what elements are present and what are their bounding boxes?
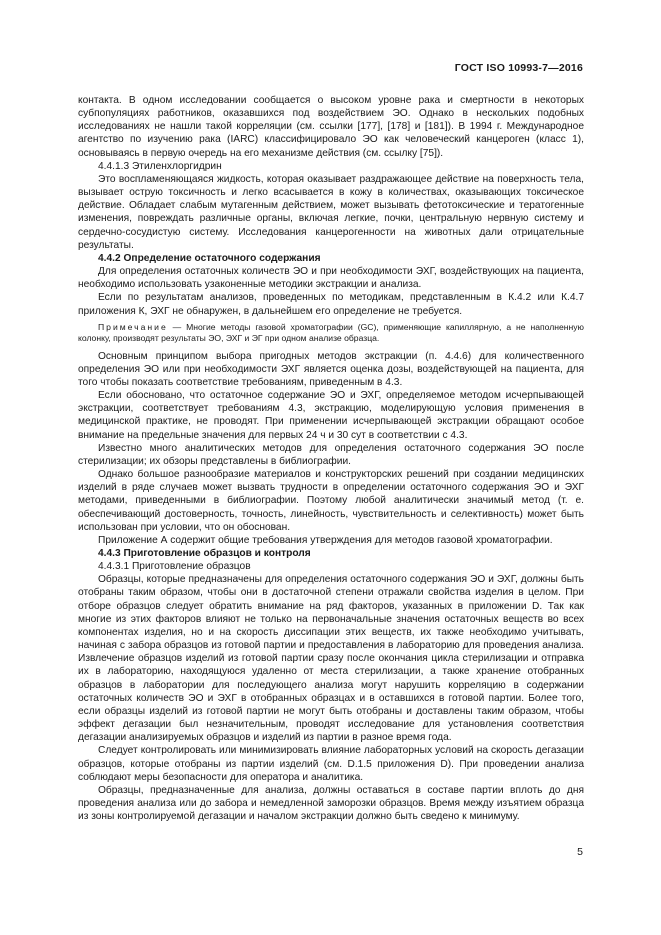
paragraph-lab-conditions: Следует контролировать или минимизировать влияние лабораторных условий на скорость дегазации образцов, которые отобраны из партии изделий (см. D.1.5 приложения D). При проведении анализа соблюдают меры безопасности для оператора и аналитика. [78,745,584,783]
paragraph-exhaustive-extraction: Если обосновано, что остаточное содержание ЭО и ЭХГ, определяемое методом исчерпывающей экстракции, соответствует требованиям 4.3, экстракцию, моделирующую условия применения в медицинской практике, не проводят. При применении исчерпывающей экстракции обращают особое внимание на предельные значения для первых 24 ч и 30 сут в соответствии с 4.3. [78,390,584,441]
paragraph-annex-k: Если по результатам анализов, проведенных по методикам, представленным в К.4.2 или К.4.7 приложения К, ЭХГ не обнаружен, в дальнейшем его определение не требуется. [78,292,584,317]
paragraph-analytical-methods: Известно много аналитических методов для определения остаточного содержания ЭО после стерилизации; их обзоры представлены в библиографии. [78,442,584,467]
paragraph-annex-a: Приложение А содержит общие требования утверждения для методов газовой хроматографии. [98,534,553,546]
paragraph-ethylene-chlorohydrin: Это воспламеняющаяся жидкость, которая оказывает раздражающее действие на поверхность тела, вызывает острую токсичность и легко всасывается в кожу в количествах, оказывающих токсическое действие. Обладает слабым мутагенным действием, может вызывать фетотоксические и тератогенные изменения, повреждать различные органы, включая легкие, почки, центральную нервную систему и сердечно-сосудистую систему. Исследования канцерогенности на животных дали отрицательные результаты. [78,173,584,251]
document-code-header: ГОСТ ISO 10993-7—2016 [454,62,583,74]
paragraph-residual-determination: Для определения остаточных количеств ЭО и при необходимости ЭХГ, воздействующих на пациента, необходимо использовать узаконенные методики экстракции и анализа. [78,266,584,291]
subsection-heading-4-4-1-3: 4.4.1.3 Этиленхлоргидрин [98,160,222,172]
note-label: Примечание [98,321,168,332]
subsection-heading-4-4-3-1: 4.4.3.1 Приготовление образцов [98,561,251,573]
paragraph-carcinogenicity-continued: контакта. В одном исследовании сообщается о высоком уровне рака и смертности в некоторых субпопуляциях работников, оказавшихся под воздействием ЭО. Однако в нескольких подобных исследованиях не нашли такой корреляции (см. ссылки [177], [178] и [181]). В 1994 г. Международное агентство по изучению рака (IARC) классифицировало ЭО как человеческий канцероген (класс 1), основываясь в первую очередь на его механизме действия (см. ссылку [75]). [78,95,584,159]
note-gas-chromatography [78,322,584,345]
section-heading-4-4-2: 4.4.2 Определение остаточного содержания [98,252,321,264]
section-heading-4-4-3: 4.4.3 Приготовление образцов и контроля [98,548,311,559]
paragraph-extraction-principle: Основным принципом выбора пригодных методов экстракции (п. 4.4.6) для количественного определения ЭО или при необходимости ЭХГ является оценка дозы, воздействующей на пациента, для того чтобы показать соответствие требованиям, приведенным в 4.3. [78,350,584,388]
paragraph-sample-selection: Образцы, которые предназначены для определения остаточного содержания ЭО и ЭХГ, должны быть отобраны таким образом, чтобы они в достаточной степени отражали свойства изделия в целом. При отборе образцов следует обратить внимание на ряд факторов, указанных в приложении D. Так как многие из этих факторов влияют не только на первоначальные значения остаточных веществ во всех компонентах изделия, но и на скорость диссипации этих веществ, их также необходимо учитывать, начиная с забора образцов из готовой партии и предоставления в лабораторию для проведения анализа. Извлечение образцов изделий из готовой партии сразу после окончания цикла стерилизации и отправка их в лабораторию, находящуюся удаленно от места стерилизации, а также хранение отобранных образцов в лаборатории для последующего анализа могут нарушить корреляцию в содержании остаточных количеств ЭО и ЭХГ в отобранных образцах и в оставшихся в готовой партии. Более того, если образцы изделий из готовой партии не могут быть отобраны и доставлены таким образом, чтобы эффект дегазации был незначительным, проводят исследование для установления соответствия дегазации анализируемых образцов и изделий из партии в разное время года. [78,574,584,744]
paragraph-sample-storage: Образцы, предназначенные для анализа, должны оставаться в составе партии вплоть до дня проведения анализа или до забора и немедленной заморозки образцов. Время между изъятием образца из зоны контролируемой дегазации и началом экстракции должно быть сведено к минимуму. [78,784,584,823]
note-text: — Многие методы газовой хроматографии (GC), применяющие капиллярную, а не наполненную колонку, производят результаты ЭО, ЭХГ и ЭГ при одном анализе образца. [78,321,584,344]
page-number: 5 [577,846,583,858]
paragraph-method-validation: Однако большое разнообразие материалов и конструкторских решений при создании медицинских изделий в ряде случаев может вызвать трудности в определении остаточного содержания ЭО и ЭХГ методами, приведенными в библиографии. Поэтому любой аналитически значимый метод (т. е. обеспечивающий достоверность, точность, линейность, чувствительность и селективность) может быть использован при условии, что он обоснован. [78,469,584,533]
page-body [78,94,584,823]
